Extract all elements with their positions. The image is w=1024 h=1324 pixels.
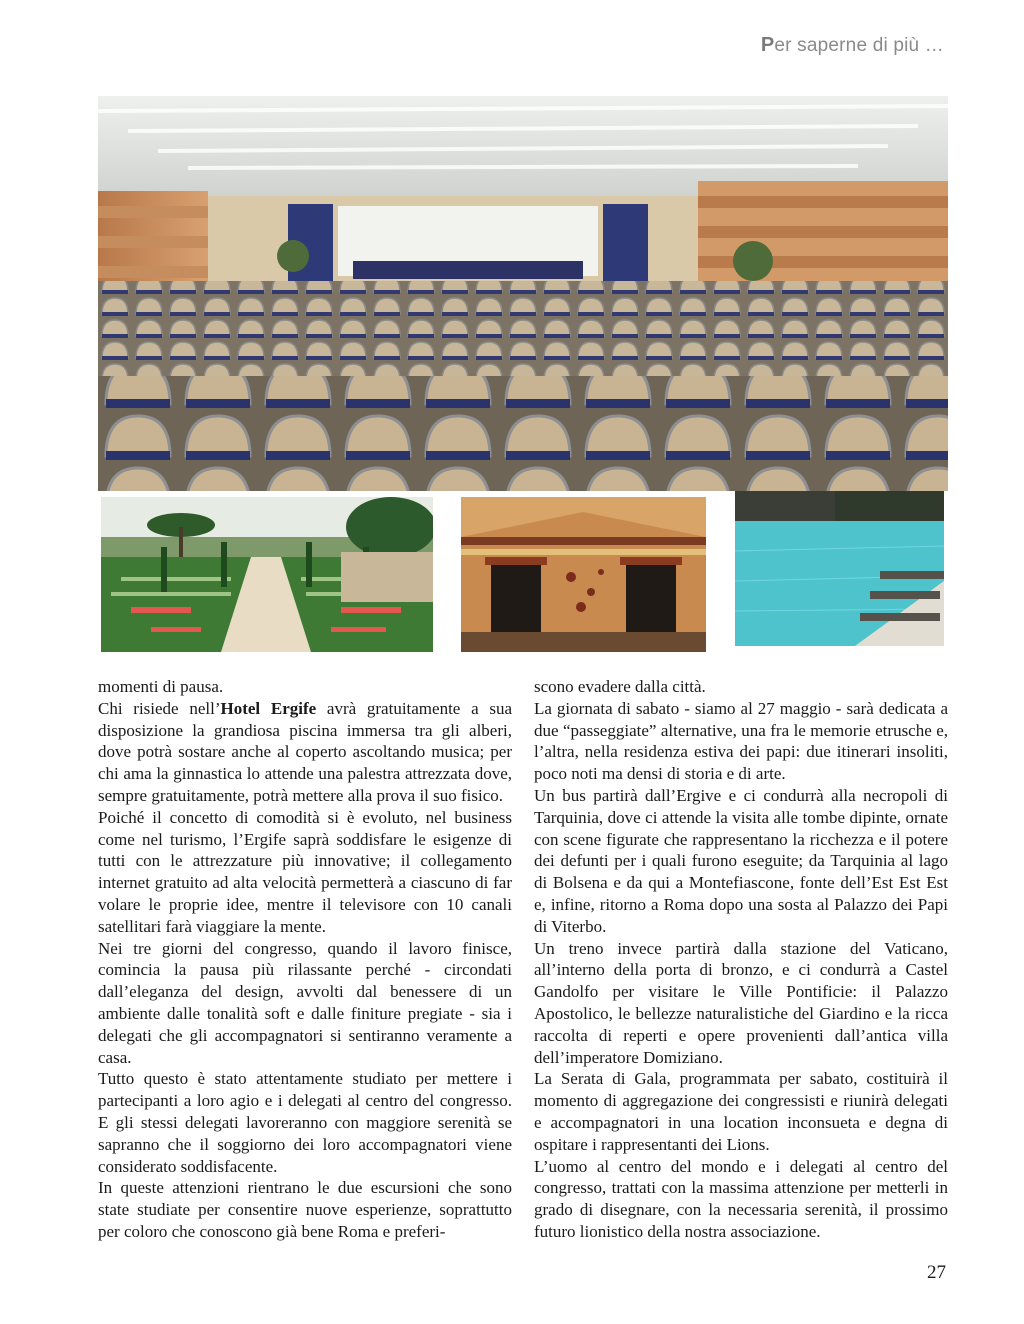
paragraph: La Serata di Gala, programmata per sabato, costituirà il momento di aggregazione dei congressisti e riunirà delegati e accompagnatori in una location inconsueta e degna di ospitare i rappresentanti dei Lions. <box>534 1069 948 1154</box>
running-header <box>761 34 944 57</box>
papal-garden-photo <box>101 497 433 652</box>
conference-hall-photo <box>98 96 948 491</box>
running-header-text: er saperne di più … <box>774 35 944 56</box>
etruscan-tomb-photo <box>461 497 706 652</box>
paragraph: scono evadere dalla città. <box>534 677 706 696</box>
paragraph: Un bus partirà dall’Ergive e ci condurrà alla necropoli di Tarquinia, dove ci attende la visita alle tombe dipinte, ornate con scene figurate che rappresentano la ricchezza e il potere dei defunti per i quali furono eseguite; da Tarquinia al lago di Bolsena e da qui a Montefiascone, fonte dell’Est Est Est e, infine, ritorno a Roma dopo una sosta al Palazzo dei Papi di Viterbo. <box>534 785 948 936</box>
page-number: 27 <box>927 1262 946 1283</box>
paragraph: Chi risiede nell’Hotel Ergife avrà gratuitamente a sua disposizione la grandiosa piscina immersa tra gli alberi, dove potrà sostare anche al coperto ascoltando musica; per chi ama la ginnastica lo attende una palestra attrezzata dove, sempre gratuitamente, potrà mettere alla prova il suo fisico. <box>98 698 513 805</box>
paragraph: Tutto questo è stato attentamente studiato per mettere i partecipanti a loro agio e i delegati al centro del congresso. E gli stessi delegati lavoreranno con maggiore serenità se sapranno che il soggiorno dei loro accompagnatori viene considerato soddisfacente. <box>98 1069 512 1176</box>
paragraph: In queste attenzioni rientrano le due escursioni che sono state studiate per consentire nuove esperienze, soprattutto per coloro che conoscono già bene Roma e preferi- <box>98 1178 512 1241</box>
hotel-pool-photo <box>735 491 944 646</box>
paragraph: Un treno invece partirà dalla stazione del Vaticano, all’interno della porta di bronzo, e ci condurrà a Castel Gandolfo per visitare le Ville Pontificie: il Palazzo Apostolico, le bellezze naturalistiche del Giardino e la ricca raccolta di reperti e opere provenienti dall’antica villa dell’imperatore Domiziano. <box>534 938 948 1067</box>
right-text-column <box>534 676 948 1243</box>
paragraph: Poiché il concetto di comodità si è evoluto, nel business come nel turismo, l’Ergife saprà soddisfare le esigenze di tutti con le attrezzature più innovative; il collegamento internet gratuito ad alta velocità permetterà a ciascuno di far volare le proprie idee, mentre il televisore con 10 canali satellitari farà viaggiare la mente. <box>98 807 512 936</box>
running-header-initial: P <box>760 34 775 56</box>
left-text-column <box>98 676 512 1243</box>
paragraph: L’uomo al centro del mondo e i delegati al centro del congresso, trattati con la massima attenzione per metterli in grado di disegnare, con la necessaria serenità, il prossimo futuro lionistico della nostra associazione. <box>534 1156 948 1241</box>
paragraph: Nei tre giorni del congresso, quando il lavoro finisce, comincia la pausa più rilassante perché - circondati dall’eleganza del design, avvolti dal benessere di un ambiente dalle tonalità soft e dalle finiture pregiate - sia i delegati che gli accompagnatori si sentiranno veramente a casa. <box>98 938 512 1067</box>
paragraph: momenti di pausa. <box>98 677 224 696</box>
paragraph: La giornata di sabato - siamo al 27 maggio - sarà dedicata a due “passeggiate” alternative, una fra le memorie etrusche e, l’altra, nella residenza estiva dei papi: due itinerari insoliti, poco noti ma densi di storia e di arte. <box>534 698 948 784</box>
hotel-name: Hotel Ergife <box>220 698 317 718</box>
